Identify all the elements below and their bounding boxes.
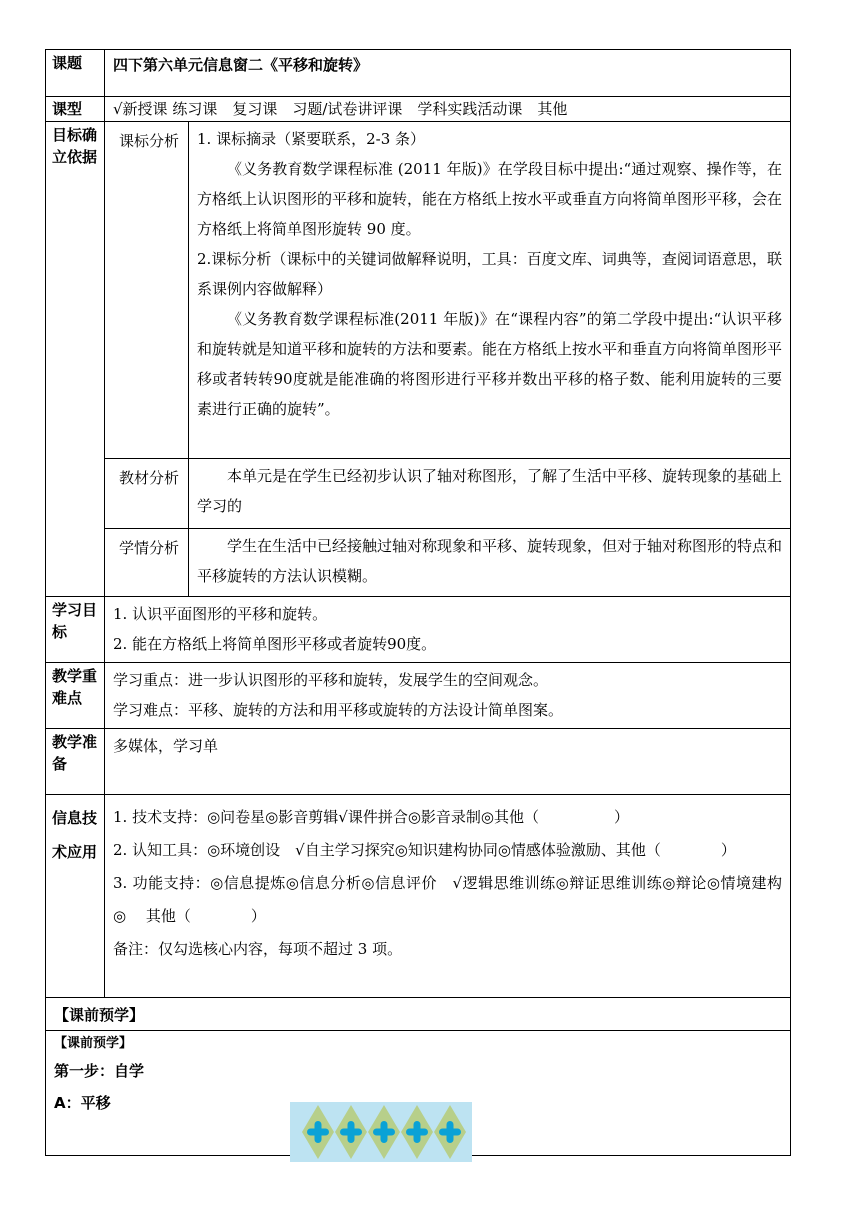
tech-line-1: 1. 技术支持：◎问卷星◎影音剪辑√课件拼合◎影音录制◎其他（ ） xyxy=(113,808,629,826)
lesson-plan-table xyxy=(45,49,798,1156)
tech-note: 备注：仅勾选核心内容，每项不超过 3 项。 xyxy=(113,940,403,958)
students-text: 学生在生活中已经接触过轴对称现象和平移、旋转现象，但对于轴对称图形的特点和平移旋转的方法认识模糊。 xyxy=(197,537,783,585)
tech-content xyxy=(105,795,798,998)
key-difficulty: 学习难点：平移、旋转的方法和用平移或旋转的方法设计简单图案。 xyxy=(113,701,564,719)
goal-item-2: 2. 能在方格纸上将简单图形平移或者旋转90度。 xyxy=(113,635,437,653)
type-value: √新授课 练习课 复习课 习题/试卷讲评课 学科实践活动课 其他 xyxy=(105,97,791,122)
translation-diagram-svg xyxy=(290,1102,472,1162)
curriculum-p2: 《义务教育数学课程标准 (2011 年版)》在学段目标中提出:“通过观察、操作等，在方格纸上认识图形的平移和旋转，能在方格纸上按水平或垂直方向将简单图形平移，会在方格纸上将简单图形旋转 90 度。 xyxy=(197,160,783,238)
key-content xyxy=(105,663,791,729)
textbook-text: 本单元是在学生已经初步认识了轴对称图形，了解了生活中平移、旋转现象的基础上学习的 xyxy=(197,467,783,515)
basis-label: 目标确立依据 xyxy=(46,122,105,597)
tech-line-3: 3. 功能支持：◎信息提炼◎信息分析◎信息评价 √逻辑思维训练◎辩证思维训练◎辩论◎情境建构 ◎ 其他（ ） xyxy=(113,874,798,925)
tech-line-2: 2. 认知工具：◎环境创设 √自主学习探究◎知识建构协同◎情感体验激励、其他（ ） xyxy=(113,841,736,859)
topic-label: 课题 xyxy=(46,50,105,97)
students-content xyxy=(189,529,791,597)
curriculum-label: 课标分析 xyxy=(105,122,189,459)
prep-value: 多媒体，学习单 xyxy=(105,729,791,795)
textbook-content xyxy=(189,459,791,529)
curriculum-content xyxy=(189,122,791,459)
goal-item-1: 1. 认识平面图形的平移和旋转。 xyxy=(113,605,328,623)
key-label: 教学重难点 xyxy=(46,663,105,729)
key-focus: 学习重点：进一步认识图形的平移和旋转，发展学生的空间观念。 xyxy=(113,671,549,689)
goals-content xyxy=(105,597,791,663)
pattern-unit-1 xyxy=(302,1105,334,1159)
preview-header: 【课前预学】 xyxy=(46,998,791,1031)
pattern-unit-2 xyxy=(335,1105,367,1159)
tech-label: 信息技术应用 xyxy=(46,795,105,998)
students-label: 学情分析 xyxy=(105,529,189,597)
prep-label: 教学准备 xyxy=(46,729,105,795)
textbook-label: 教材分析 xyxy=(105,459,189,529)
goals-label: 学习目标 xyxy=(46,597,105,663)
curriculum-p3: 2.课标分析（课标中的关键词做解释说明，工具：百度文库、词典等，查阅词语意思，联系课例内容做解释） xyxy=(197,250,783,298)
translation-diagram xyxy=(290,1102,472,1162)
pattern-unit-4 xyxy=(401,1105,433,1159)
preview-subheader: 【课前预学】 xyxy=(54,1036,133,1051)
curriculum-p1: 1. 课标摘录（紧要联系，2-3 条） xyxy=(197,130,426,148)
topic-value: 四下第六单元信息窗二《平移和旋转》 xyxy=(105,50,791,97)
preview-step: 第一步：自学 xyxy=(54,1062,145,1080)
curriculum-p4: 《义务教育数学课程标准(2011 年版)》在“课程内容”的第二学段中提出:“认识平移和旋转就是知道平移和旋转的方法和要素。能在方格纸上按水平和垂直方向将简单图形平移或者转转90度就是能准确的将图形进行平移并数出平移的格子数、能利用旋转的三要素进行正确的旋转”。 xyxy=(197,310,783,418)
type-label: 课型 xyxy=(46,97,105,122)
pattern-unit-5 xyxy=(434,1105,466,1159)
preview-a: A：平移 xyxy=(54,1094,111,1112)
pattern-unit-3 xyxy=(368,1105,400,1159)
